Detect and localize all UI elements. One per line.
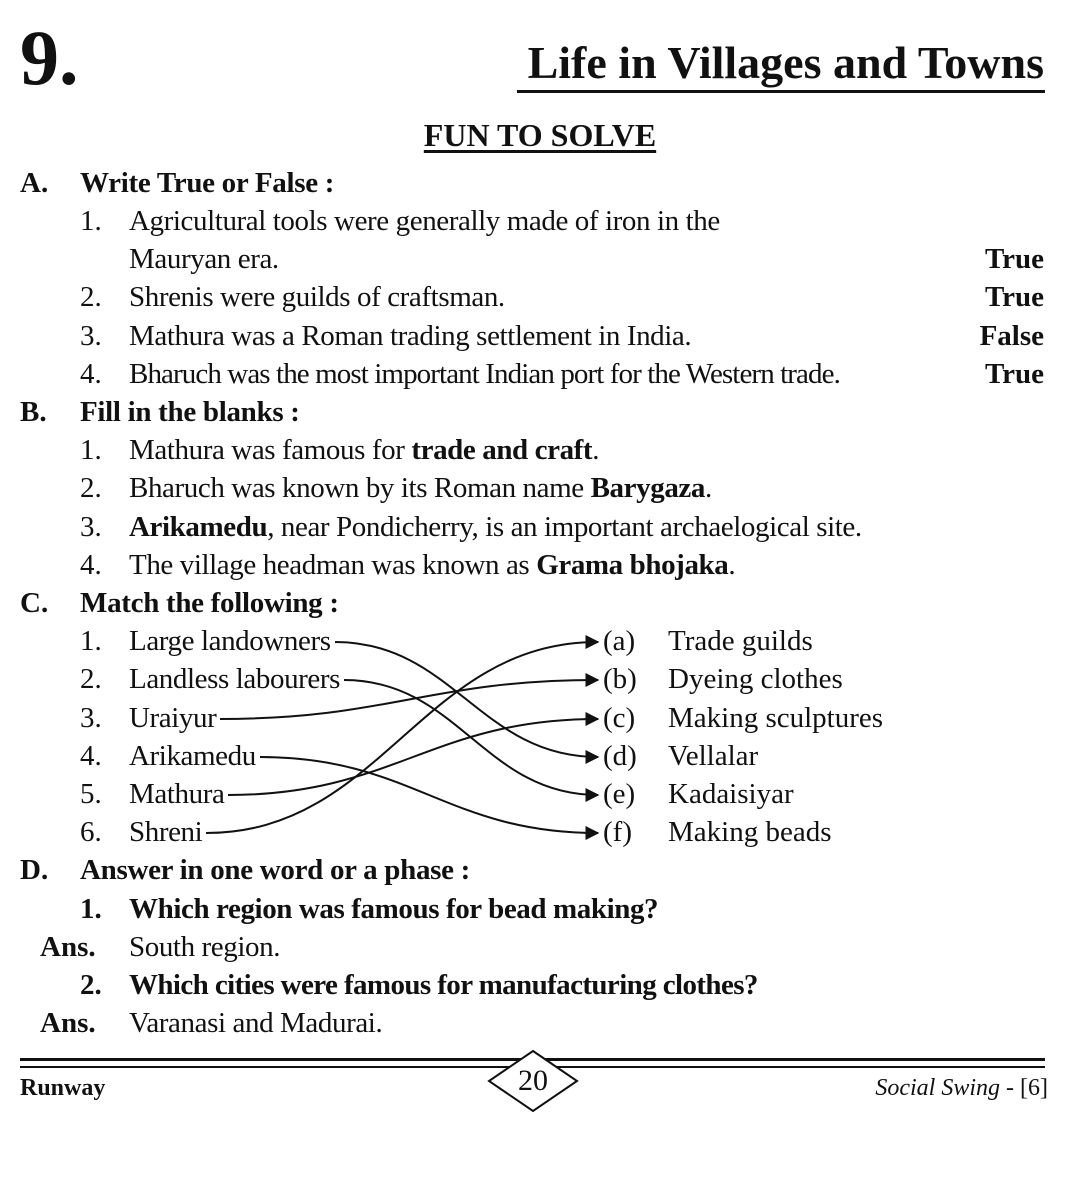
- section-d-header: [0, 851, 1080, 889]
- item-text: Shrenis were guilds of craftsman.: [129, 281, 505, 313]
- item-text: Bharuch was the most important Indian port for the Western trade.: [129, 358, 840, 390]
- match-right-text: Making sculptures: [668, 702, 884, 734]
- item-answer: True: [984, 358, 1044, 390]
- item-number: 4.: [80, 549, 102, 581]
- book-title: Social Swing: [875, 1075, 1001, 1101]
- item-number: 1.: [80, 205, 102, 237]
- section-d-letter: D.: [20, 854, 49, 886]
- section-b-letter: B.: [20, 396, 47, 428]
- section-heading: FUN TO SOLVE: [423, 117, 657, 153]
- item-text: Agricultural tools were generally made of iron in the: [129, 205, 720, 237]
- text-before: The village headman was known as: [129, 549, 537, 581]
- page-number: 20: [518, 1064, 548, 1097]
- answer-text: Varanasi and Madurai.: [129, 1007, 383, 1039]
- section-a-title: Write True or False :: [80, 167, 335, 199]
- match-left-text: Landless labourers: [129, 663, 341, 695]
- answer-d1: [0, 928, 1080, 966]
- match-left-text: Uraiyur: [129, 702, 217, 734]
- section-b-title: Fill in the blanks :: [80, 396, 300, 428]
- question-d2: [0, 966, 1080, 1004]
- answer-label: Ans.: [40, 1007, 96, 1039]
- match-arrow: [260, 757, 598, 833]
- item-number: 2.: [80, 663, 102, 695]
- fill-answer: Barygaza: [590, 472, 705, 504]
- section-d-title: Answer in one word or a phase :: [80, 854, 471, 886]
- section-a-letter: A.: [20, 167, 49, 199]
- text-after: .: [728, 549, 736, 581]
- question-d1: [0, 890, 1080, 928]
- match-right-text: Vellalar: [668, 740, 759, 772]
- item-number: 1.: [80, 434, 102, 466]
- item-number: 2.: [80, 281, 102, 313]
- section-c-title: Match the following :: [80, 587, 339, 619]
- item-number: 6.: [80, 816, 102, 848]
- match-arrow: [220, 680, 598, 719]
- book-volume: - [6]: [1000, 1075, 1048, 1101]
- match-left-text: Mathura: [129, 778, 225, 810]
- item-number: 2.: [80, 969, 102, 1001]
- match-right-text: Trade guilds: [668, 625, 813, 657]
- item-number: 1.: [80, 893, 102, 925]
- match-left-text: Shreni: [129, 816, 203, 848]
- match-right-text: Dyeing clothes: [668, 663, 843, 695]
- footer-book: [875, 1072, 1048, 1104]
- fill-answer: trade and craft: [411, 434, 593, 466]
- text-after: .: [705, 472, 712, 504]
- question-text: Which region was famous for bead making?: [129, 893, 659, 925]
- fill-answer: Grama bhojaka: [536, 549, 729, 581]
- match-right-letter: (a): [603, 625, 636, 657]
- answer-text: South region.: [129, 931, 281, 963]
- footer-publisher: Runway: [20, 1075, 106, 1101]
- match-right-letter: (b): [603, 663, 637, 695]
- match-right-letter: (e): [603, 778, 636, 810]
- match-left-text: Arikamedu: [129, 740, 256, 772]
- item-number: 1.: [80, 625, 102, 657]
- text-before: Bharuch was known by its Roman name: [129, 472, 591, 504]
- item-answer: True: [984, 243, 1044, 275]
- item-number: 2.: [80, 472, 102, 504]
- item-number: 5.: [80, 778, 102, 810]
- item-text: Mathura was a Roman trading settlement in India.: [129, 320, 692, 352]
- match-right-letter: (c): [603, 702, 636, 734]
- item-number: 4.: [80, 358, 102, 390]
- text-after: , near Pondicherry, is an important archaelogical site.: [267, 511, 862, 543]
- fill-answer: Arikamedu: [129, 511, 268, 543]
- match-right-letter: (d): [603, 740, 637, 772]
- section-c-letter: C.: [20, 587, 49, 619]
- chapter-title: Life in Villages and Towns: [527, 37, 1044, 88]
- match-arrow: [206, 642, 598, 833]
- text-after: .: [592, 434, 600, 466]
- chapter-number: 9.: [20, 14, 79, 101]
- item-number: 4.: [80, 740, 102, 772]
- item-number: 3.: [80, 511, 102, 543]
- item-answer: True: [984, 281, 1044, 313]
- item-text: Mauryan era.: [129, 243, 279, 275]
- answer-label: Ans.: [40, 931, 96, 963]
- match-left-text: Large landowners: [129, 625, 331, 657]
- match-right-text: Making beads: [668, 816, 832, 848]
- answer-d2: [0, 1004, 1080, 1042]
- question-text: Which cities were famous for manufacturing clothes?: [129, 969, 758, 1001]
- match-right-letter: (f): [603, 816, 632, 848]
- text-before: Mathura was famous for: [129, 434, 412, 466]
- item-answer: False: [979, 320, 1044, 352]
- match-arrow: [335, 642, 598, 757]
- item-number: 3.: [80, 320, 102, 352]
- item-number: 3.: [80, 702, 102, 734]
- match-right-text: Kadaisiyar: [668, 778, 794, 810]
